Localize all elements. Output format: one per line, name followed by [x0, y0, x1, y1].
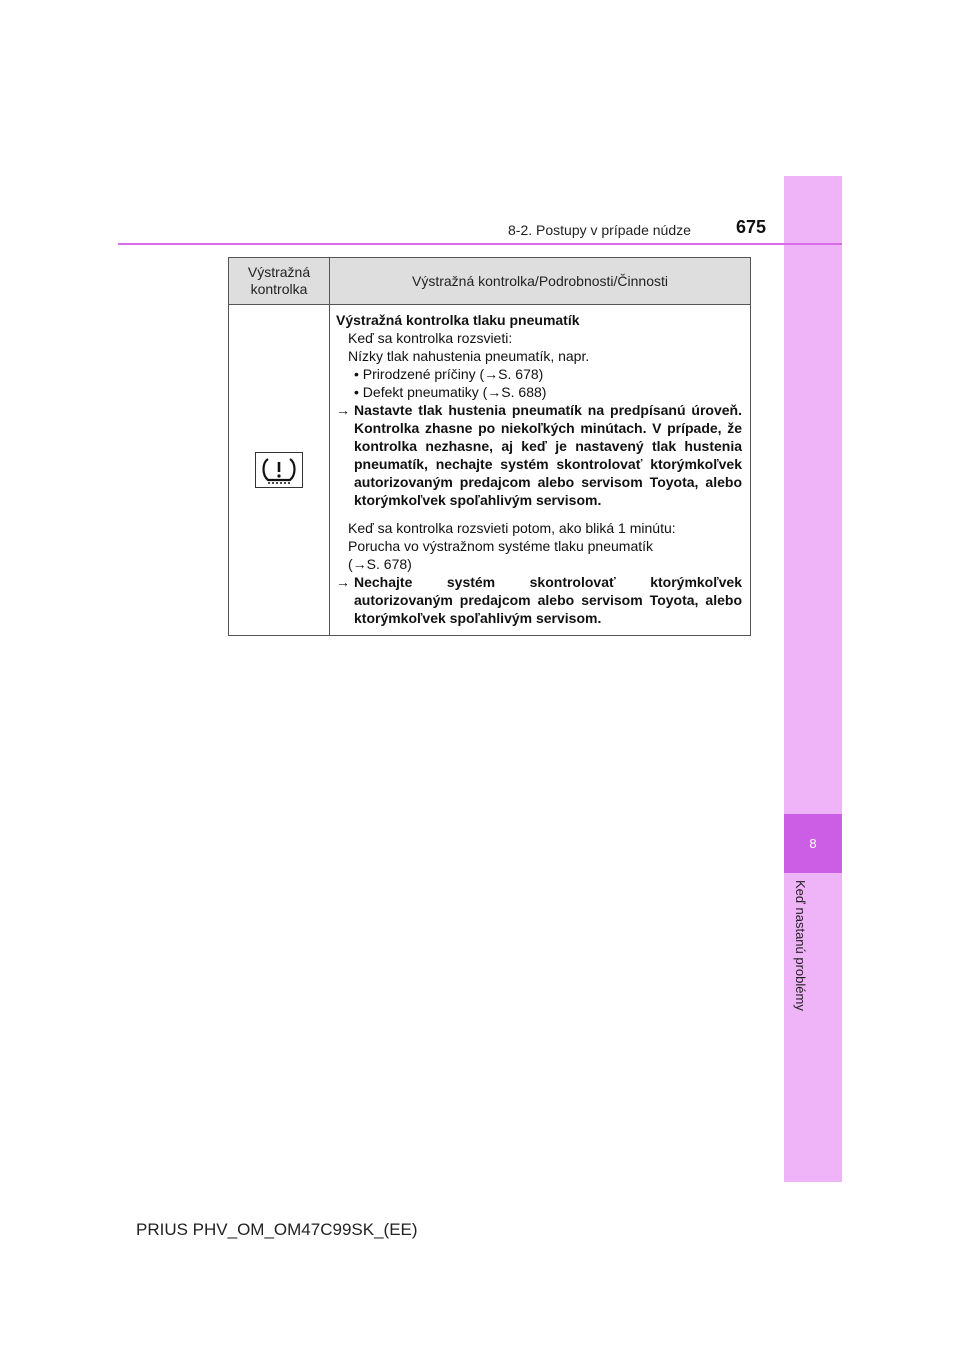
- bullet-item: • Prirodzené príčiny (→S. 678): [354, 366, 544, 382]
- column-header-light: Výstražná kontrolka: [229, 258, 330, 305]
- action-text: Nastavte tlak hustenia pneumatík na predpísanú úroveň. Kontrolka zhasne po niekoľkých minútach. V prípade, že kontrolka nezhasne, aj keď je nastavený tlak hustenia pneumatík, nechajte systém skontrolovať ktorýmkoľvek autorizovaným predajcom alebo servisom Toyota, alebo ktorýmkoľvek spoľahlivým servisom.: [354, 402, 742, 508]
- section-title: 8-2. Postupy v prípade núdze: [508, 222, 691, 238]
- action-item: [336, 401, 742, 509]
- header-rule: [118, 243, 842, 245]
- page-number: 675: [736, 217, 767, 237]
- chapter-title: Keď nastanú problémy: [793, 880, 808, 1011]
- bullet-item: • Defekt pneumatiky (→S. 688): [354, 384, 547, 400]
- when-blink-text: Keď sa kontrolka rozsvieti potom, ako bliká 1 minútu:: [348, 520, 676, 536]
- warning-light-table: [228, 257, 751, 636]
- column-header-details: Výstražná kontrolka/Podrobnosti/Činnosti: [330, 258, 751, 305]
- cause-text: Nízky tlak nahustenia pneumatík, napr.: [348, 348, 590, 364]
- table-header-row: [229, 258, 751, 305]
- tire-pressure-warning-icon: [255, 452, 303, 488]
- details-cell: [330, 305, 751, 636]
- row-title: Výstražná kontrolka tlaku pneumatík: [336, 312, 580, 328]
- document-code: PRIUS PHV_OM_OM47C99SK_(EE): [136, 1220, 418, 1239]
- chapter-number: 8: [809, 836, 817, 851]
- when-on-text: Keď sa kontrolka rozsvieti:: [348, 330, 513, 346]
- icon-cell: [229, 305, 330, 636]
- action-text: Nechajte systém skontrolovať ktorýmkoľvek autorizovaným predajcom alebo servisom Toyota, alebo ktorýmkoľvek spoľahlivým servisom.: [354, 574, 742, 626]
- malfunction-text: Porucha vo výstražnom systéme tlaku pneumatík: [348, 538, 654, 554]
- malfunction-reference: (→S. 678): [348, 556, 412, 572]
- chapter-number-box: [784, 814, 842, 873]
- table-row: [229, 305, 751, 636]
- arrow-icon: →: [336, 402, 350, 418]
- chapter-side-tab: [784, 176, 842, 1182]
- arrow-icon: →: [336, 574, 350, 590]
- action-item: [336, 573, 742, 627]
